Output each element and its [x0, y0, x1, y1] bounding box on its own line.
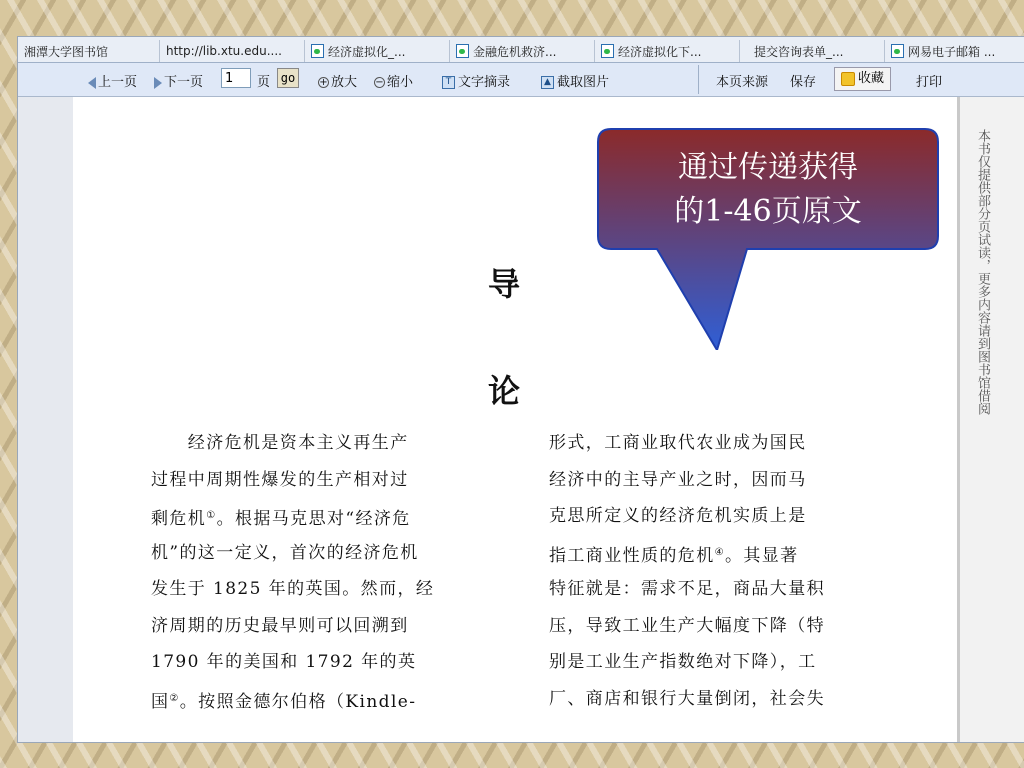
text-line: 过程中周期性爆发的生产相对过: [151, 469, 409, 490]
zoom-out-label: 缩小: [387, 75, 414, 90]
prev-page-label: 上一页: [98, 75, 138, 90]
text-fragment: 。按照金德尔伯格（Kindle-: [179, 691, 417, 712]
heading-char-1: 导: [488, 265, 521, 303]
tab-economic-virtualization-2[interactable]: [595, 40, 740, 62]
arrow-right-icon: [154, 77, 162, 89]
text-line: 克思所定义的经济危机实质上是: [549, 506, 807, 526]
text-line: 机”的这一定义，首次的经济危机: [151, 542, 419, 563]
tab-label: http://lib.xtu.edu....: [166, 44, 282, 58]
text-fragment: 剩危机: [151, 509, 207, 529]
save-button[interactable]: 保存: [790, 75, 817, 90]
page-icon: [456, 44, 469, 58]
tab-xtu-library[interactable]: [18, 40, 160, 62]
text-line: 形式，工商业取代农业成为国民: [549, 433, 807, 453]
minus-icon: −: [375, 77, 384, 88]
tab-label: 经济虚拟化_...: [328, 44, 406, 59]
text-line: 经济危机是资本主义再生产: [151, 433, 409, 453]
tab-economic-virtualization[interactable]: [305, 40, 450, 62]
preview-notice-text: 本书仅提供部分页试读，更多内容请到图书馆借阅: [975, 129, 990, 415]
text-line: 发生于 1825 年的英国。然而，经: [151, 579, 435, 599]
zoom-in-button[interactable]: [318, 71, 357, 90]
page-number-input[interactable]: [221, 68, 251, 88]
go-button[interactable]: go: [277, 68, 299, 88]
text-icon: T: [442, 76, 455, 89]
text-line: 别是工业生产指数绝对下降），工: [549, 652, 817, 672]
text-extract-button[interactable]: [442, 71, 510, 90]
text-line: [151, 498, 434, 535]
footnote-marker: ②: [169, 692, 180, 704]
tab-financial-crisis[interactable]: [450, 40, 595, 62]
preview-notice-sidebar: [957, 97, 1024, 742]
tab-submit-inquiry[interactable]: [740, 40, 885, 62]
page-icon: [891, 44, 904, 58]
plus-icon: +: [319, 77, 328, 88]
callout-text: [597, 128, 939, 250]
text-line: 经济中的主导产业之时，因而马: [549, 469, 807, 490]
prev-page-button[interactable]: [88, 71, 137, 90]
page-unit-label: 页: [257, 75, 271, 90]
capture-image-label: 截取图片: [557, 75, 610, 90]
zoom-out-button[interactable]: [374, 71, 413, 90]
callout-line-1: 通过传递获得: [678, 150, 858, 185]
page-source-link[interactable]: 本页来源: [716, 75, 769, 90]
print-button[interactable]: 打印: [916, 75, 943, 90]
left-margin: [18, 97, 73, 742]
next-page-button[interactable]: [154, 71, 203, 90]
star-icon: [841, 72, 855, 86]
tab-label: 提交咨询表单_...: [754, 44, 844, 59]
zoom-in-label: 放大: [331, 75, 358, 90]
text-line: 压，导致工业生产大幅度下降（特: [549, 615, 825, 636]
text-line: 1790 年的美国和 1792 年的英: [151, 652, 417, 672]
favorite-button[interactable]: [834, 67, 891, 91]
text-fragment: 指工商业性质的危机: [549, 545, 715, 566]
text-line: 济周期的历史最早则可以回溯到: [151, 615, 409, 636]
tab-label: 金融危机救济...: [473, 44, 557, 59]
text-fragment: 。其显著: [724, 545, 799, 566]
favorite-label: 收藏: [858, 71, 885, 86]
text-fragment: 。根据马克思对“经济危: [216, 509, 411, 529]
footnote-marker: ①: [206, 510, 217, 521]
tab-bar: [18, 37, 1024, 63]
text-line: [151, 681, 434, 718]
callout-annotation: [597, 128, 939, 350]
tab-label: 湘潭大学图书馆: [24, 44, 109, 59]
reader-toolbar: [18, 63, 1024, 97]
left-text-column: [151, 425, 434, 717]
capture-image-button[interactable]: [541, 71, 609, 90]
tab-netease-mail[interactable]: [885, 40, 1024, 62]
callout-line-2: 的1-46页原文: [674, 194, 862, 229]
tab-label: 网易电子邮箱 ...: [908, 44, 996, 59]
page-icon: [601, 44, 614, 58]
toolbar-divider: [698, 65, 699, 94]
text-extract-label: 文字摘录: [458, 75, 511, 90]
heading-char-2: 论: [488, 372, 521, 410]
footnote-marker: ④: [714, 546, 725, 558]
page-icon: [311, 44, 324, 58]
tab-label: 经济虚拟化下...: [618, 44, 702, 59]
right-text-column: [549, 425, 825, 717]
tab-lib-url[interactable]: [160, 40, 305, 62]
image-icon: ▲: [541, 76, 554, 89]
text-fragment: 国: [151, 691, 170, 712]
text-line: 厂、商店和银行大量倒闭，社会失: [549, 688, 825, 709]
text-line: [549, 535, 825, 572]
arrow-left-icon: [88, 77, 96, 89]
next-page-label: 下一页: [164, 75, 204, 90]
text-line: 特征就是：需求不足，商品大量积: [549, 579, 825, 599]
